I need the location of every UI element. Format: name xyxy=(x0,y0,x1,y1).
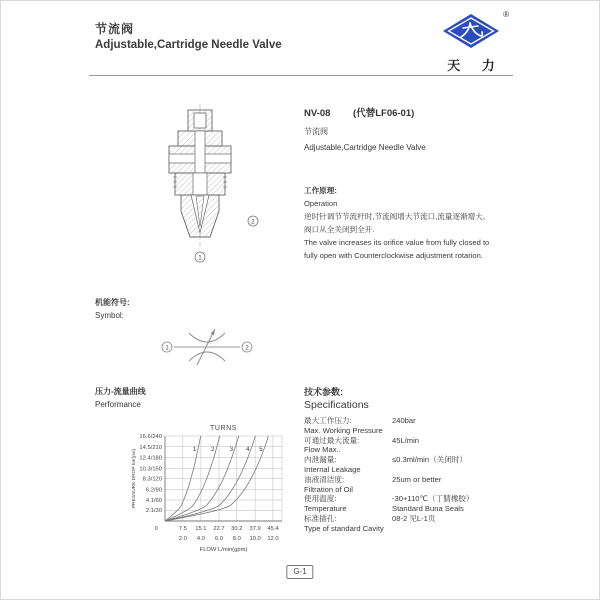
spec-label-cn: 标准插孔: xyxy=(304,513,337,523)
spec-row-max-pressure xyxy=(304,416,519,436)
product-name-cn: 节流阀 xyxy=(304,127,328,136)
svg-text:6.2/90: 6.2/90 xyxy=(145,487,162,494)
product-block xyxy=(304,105,426,152)
operation-body-cn-1: 逆时针调节节流杆时,节流阀增大节流口,流量逐渐增大, xyxy=(304,212,485,221)
page-number-badge: G-1 xyxy=(286,565,313,579)
svg-text:0: 0 xyxy=(154,526,158,532)
symbol-heading-cn: 机能符号: xyxy=(95,298,130,307)
svg-text:4.0: 4.0 xyxy=(196,536,205,542)
svg-text:22.7: 22.7 xyxy=(213,526,225,532)
operation-body-en-1: The valve increases its orifice value from fully closed to xyxy=(304,238,490,247)
spec-row-temperature xyxy=(304,494,519,514)
svg-text:7.5: 7.5 xyxy=(178,526,187,532)
svg-text:30.2: 30.2 xyxy=(231,526,243,532)
header-divider xyxy=(89,75,513,76)
spec-label-en: Flow Max.. xyxy=(304,445,341,455)
hydraulic-symbol xyxy=(151,325,263,374)
operation-body-en-2: fully open with Counterclockwise adjustment rotarion. xyxy=(304,251,483,260)
spec-row-internal-leakage xyxy=(304,455,519,475)
spec-label-cn: 使用温度: xyxy=(304,494,337,504)
svg-text:8.3/120: 8.3/120 xyxy=(142,476,162,483)
spec-row-cavity xyxy=(304,514,519,534)
spec-value: ≤0.3ml/min（关闭时） xyxy=(392,455,468,465)
spec-label-cn: 可通过最大流量: xyxy=(304,435,360,445)
spec-label-cn: 油液清洁度: xyxy=(304,474,345,484)
spec-value: 45L/min xyxy=(392,435,420,445)
spec-value-2: Standard Buna Seals xyxy=(392,504,464,514)
svg-text:4: 4 xyxy=(246,446,250,453)
svg-text:5: 5 xyxy=(259,446,263,453)
spec-value: 25um or better xyxy=(392,474,442,484)
brand-name: 天 力 xyxy=(447,58,504,73)
svg-text:1: 1 xyxy=(192,446,197,453)
operation-heading-en: Operation xyxy=(304,199,338,208)
doc-title-cn: 节流阀 xyxy=(95,22,135,36)
spec-value: 08-2 见L-1页 xyxy=(392,513,436,523)
replaces-note: (代替LF06-01) xyxy=(353,108,415,119)
svg-text:12.0: 12.0 xyxy=(267,536,279,542)
operation-heading-cn: 工作原理: xyxy=(304,186,337,195)
svg-text:4.1/60: 4.1/60 xyxy=(145,498,162,505)
performance-section-heading xyxy=(95,386,146,411)
svg-text:10.0: 10.0 xyxy=(249,536,261,542)
symbol-port-right: 2 xyxy=(245,345,249,352)
registered-trademark: ® xyxy=(503,10,509,19)
spec-label-cn: 内泄漏量: xyxy=(304,455,337,465)
valve-cross-section-drawing xyxy=(153,101,263,291)
operation-body-cn-2: 阀口从全关闭到全开. xyxy=(304,225,375,234)
svg-text:15.1: 15.1 xyxy=(195,526,207,532)
port-2-number: 2 xyxy=(251,218,255,226)
spec-label-en: Filtration of Oil xyxy=(304,484,353,494)
spec-heading-cn: 技术参数: xyxy=(304,387,343,397)
port-1-number: 1 xyxy=(198,254,202,262)
svg-text:3: 3 xyxy=(229,446,234,453)
svg-text:16.6/240: 16.6/240 xyxy=(139,434,162,440)
spec-label-en: Internal Leakage xyxy=(304,464,361,474)
svg-text:PRESSURE DROP bar(psi): PRESSURE DROP bar(psi) xyxy=(132,448,137,509)
svg-text:45.4: 45.4 xyxy=(267,526,279,532)
specifications-section xyxy=(304,386,519,534)
spec-row-flow-max xyxy=(304,436,519,456)
throttle-arc-bottom xyxy=(189,352,225,361)
svg-text:FLOW L/min(gpm): FLOW L/min(gpm) xyxy=(199,547,248,553)
performance-heading-cn: 压力-流量曲线 xyxy=(95,387,146,396)
svg-text:37.9: 37.9 xyxy=(249,526,261,532)
spec-label-en: Temperature xyxy=(304,504,347,514)
spec-heading-en: Specifications xyxy=(304,399,369,411)
spec-label-en: Max. Working Pressure xyxy=(304,425,383,435)
brand-logo xyxy=(429,10,513,74)
svg-text:TURNS: TURNS xyxy=(209,425,238,432)
svg-text:10.3/150: 10.3/150 xyxy=(139,466,162,473)
svg-text:6.0: 6.0 xyxy=(214,536,224,542)
symbol-section-heading xyxy=(95,297,130,322)
product-name-en: Adjustable,Cartridge Needle Valve xyxy=(304,143,426,152)
svg-text:2.1/30: 2.1/30 xyxy=(145,508,162,515)
spec-label-en: Type of standard Cavity xyxy=(304,523,384,533)
spec-label-cn: 最大工作压力: xyxy=(304,416,352,425)
throttle-arc-top xyxy=(189,333,225,342)
model-number: NV-08 xyxy=(304,108,331,119)
spec-row-filtration xyxy=(304,475,519,495)
svg-text:12.4/180: 12.4/180 xyxy=(139,455,162,462)
svg-text:8.0: 8.0 xyxy=(232,536,241,542)
symbol-port-left: 1 xyxy=(165,345,169,352)
symbol-heading-en: Symbol: xyxy=(95,310,124,320)
doc-title-en: Adjustable,Cartridge Needle Valve xyxy=(95,39,282,51)
performance-chart xyxy=(89,419,304,579)
operation-section xyxy=(304,184,519,262)
svg-text:2.0: 2.0 xyxy=(178,536,187,542)
page-header xyxy=(95,22,282,54)
svg-text:2: 2 xyxy=(211,446,215,453)
svg-text:14.5/210: 14.5/210 xyxy=(139,444,162,451)
brand-diamond-icon xyxy=(441,13,501,49)
spec-value: -30+110℃（丁腈橡胶） xyxy=(392,494,474,504)
performance-heading-en: Performance xyxy=(95,399,141,409)
spec-value: 240bar xyxy=(392,416,416,425)
